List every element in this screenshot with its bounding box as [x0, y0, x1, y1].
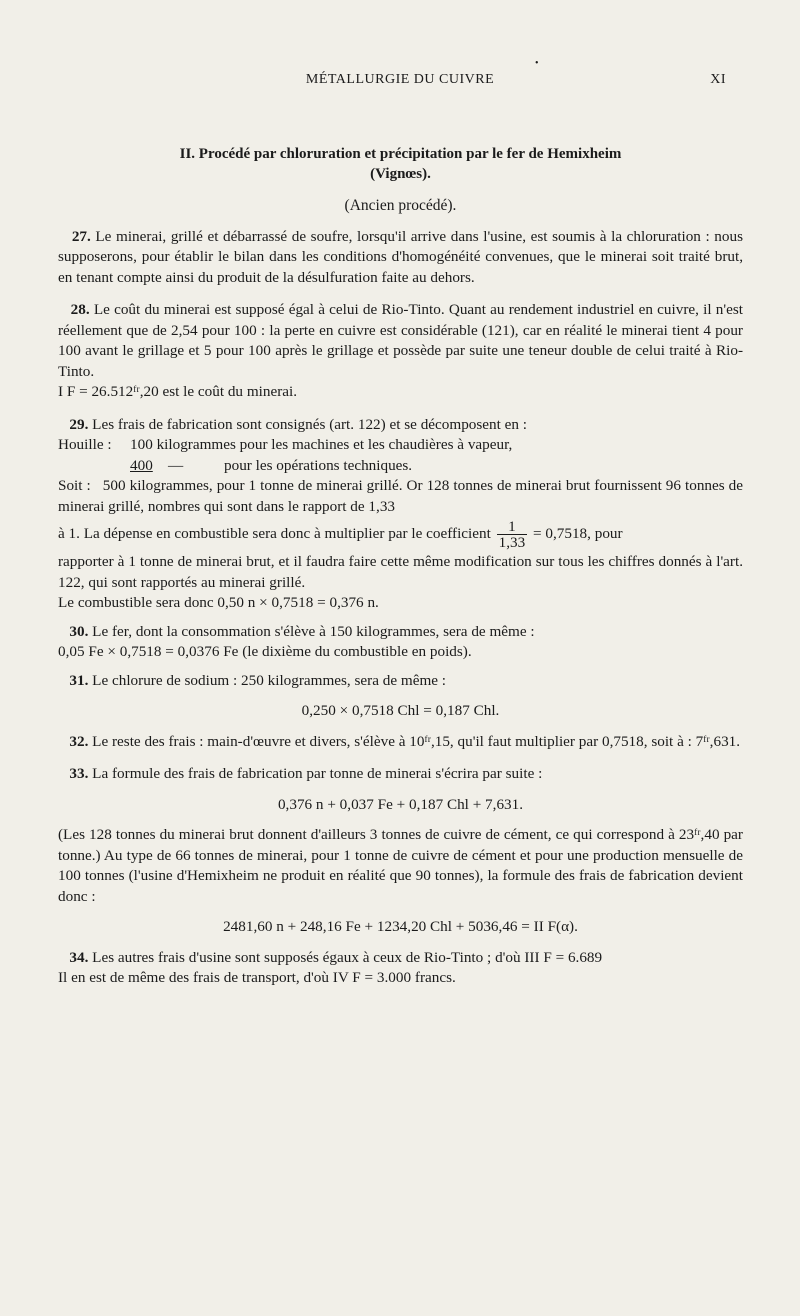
houille-label: Houille : — [58, 436, 112, 453]
paragraph-32 — [58, 732, 743, 753]
fraction-numerator: 1 — [497, 519, 528, 535]
ditto-dash: — — [167, 456, 184, 474]
section-subheading: (Ancien procédé). — [344, 197, 457, 214]
bullet-mark: • — [535, 58, 539, 69]
houille-text: pour les opérations techniques. — [224, 456, 413, 474]
paragraph-number: 30. — [69, 622, 89, 640]
paragraph-number: 29. — [69, 415, 89, 433]
cost-formula: 0,376 n + 0,037 Fe + 0,187 Chl + 7,631. — [277, 795, 524, 813]
houille-qty: 100 — [130, 436, 153, 453]
paragraph-text: La formule des frais de fabrication par tonne de minerai s'écrira par suite : — [92, 765, 543, 782]
section-heading — [58, 144, 743, 184]
paragraph-30 — [58, 622, 743, 643]
paragraph-text: Le fer, dont la consommation s'élève à 150 kilogrammes, sera de même : — [92, 622, 535, 640]
paragraph-text: Le reste des frais : main-d'œuvre et divers, s'élève à 10ᶠʳ,15, qu'il faut multiplier par 0,7518, soit à : 7ᶠʳ,631. — [92, 732, 741, 750]
paragraph-31 — [58, 671, 743, 692]
fraction-denominator: 1,33 — [498, 534, 526, 551]
soit-qty: 500 — [102, 477, 126, 494]
paragraph-29 — [58, 415, 743, 436]
running-title: MÉTALLURGIE DU CUIVRE — [305, 72, 495, 87]
iron-line: 0,05 Fe × 0,7518 = 0,0376 Fe (le dixième du combustible en poids). — [58, 643, 472, 660]
paragraph-33 — [58, 764, 743, 785]
transport-line: Il en est de même des frais de transport, d'où IV F = 3.000 francs. — [58, 969, 456, 986]
paragraph-number: 28. — [70, 301, 90, 318]
paragraph-28-cost: I F = 26.512ᶠʳ,20 est le coût du minerai. — [58, 383, 298, 400]
houille-text: kilogrammes pour les machines et les chaudières à vapeur, — [156, 436, 513, 453]
paragraph-text: Les autres frais d'usine sont supposés égaux à ceux de Rio-Tinto ; d'où III F = 6.689 — [92, 948, 603, 966]
paragraph-28 — [58, 300, 743, 382]
paragraph-34 — [58, 948, 743, 969]
soit-text: kilogrammes, pour 1 tonne de minerai grillé. Or 128 tonnes de minerai brut fournissent 96 tonnes de minerai grillé, nombres qui sont dans le rapport de 1,33 — [58, 477, 744, 515]
page-content — [58, 144, 743, 989]
combustible-line: Le combustible sera donc 0,50 n × 0,7518 = 0,376 n. — [58, 594, 379, 611]
coefficient-text: à 1. La dépense en combustible sera donc à multiplier par le coefficient — [58, 524, 491, 542]
houille-row-2 — [58, 456, 743, 477]
monthly-cost-formula: 2481,60 n + 248,16 Fe + 1234,20 Chl + 5036,46 = II F(α). — [223, 918, 578, 935]
paragraph-number: 33. — [69, 765, 89, 782]
soit-label: Soit : — [58, 477, 91, 494]
paragraph-29-cont: rapporter à 1 tonne de minerai brut, et il faudra faire cette même modification sur tous les chiffres donnés à l'art. 122, qui sont rapportés au minerai grillé. — [58, 553, 743, 591]
paragraph-text: Les frais de fabrication sont consignés (art. 122) et se décomposent en : — [92, 415, 527, 433]
section-heading-line1: II. Procédé par chloruration et précipitation par le fer de Hemixheim — [179, 146, 622, 162]
paragraph-text: Le coût du minerai est supposé égal à celui de Rio-Tinto. Quant au rendement industriel en cuivre, il n'est réellement que de 2,54 pour 100 : la perte en cuivre est considérable (121), car en réalité le minerai tient 4 pour 100 avant le grillage et 5 pour 100 après le grillage et possède par suite une teneur double de celui traité à Rio-Tinto. — [58, 301, 744, 380]
chloride-formula: 0,250 × 0,7518 Chl = 0,187 Chl. — [301, 702, 500, 719]
paragraph-number: 27. — [71, 227, 91, 245]
coefficient-line — [58, 519, 743, 550]
soit-line — [58, 476, 743, 517]
paragraph-number: 31. — [69, 671, 89, 689]
coefficient-result: = 0,7518, pour — [533, 524, 623, 542]
paragraph-number: 34. — [69, 948, 89, 966]
section-heading-line2: (Vignœs). — [370, 166, 431, 182]
paragraph-27 — [58, 227, 743, 289]
houille-qty: 400 — [130, 456, 153, 474]
coefficient-fraction — [497, 519, 528, 550]
paragraph-33-cont: (Les 128 tonnes du minerai brut donnent d'ailleurs 3 tonnes de cuivre de cément, ce qui correspond à 23ᶠʳ,40 par tonne.) Au type de 66 tonnes de minerai, pour 1 tonne de cuivre de cément et pour une production mensuelle de 100 tonnes (l'usine d'Hemixheim ne produit en réalité que 90 tonnes), la formule des frais de fabrication devient donc : — [58, 826, 743, 905]
paragraph-text: Le minerai, grillé et débarrassé de soufre, lorsqu'il arrive dans l'usine, est soumis à la chloruration : nous supposerons, pour établir le bilan dans les conditions d'homogénéité convenues, que le minerai soit traité brut, en tenant compte ainsi du produit de la désulfuration faite au dehors. — [58, 227, 744, 286]
page-number: XI — [710, 72, 726, 87]
paragraph-number: 32. — [69, 732, 89, 750]
houille-row-1 — [58, 435, 743, 456]
paragraph-text: Le chlorure de sodium : 250 kilogrammes, sera de même : — [92, 671, 447, 689]
